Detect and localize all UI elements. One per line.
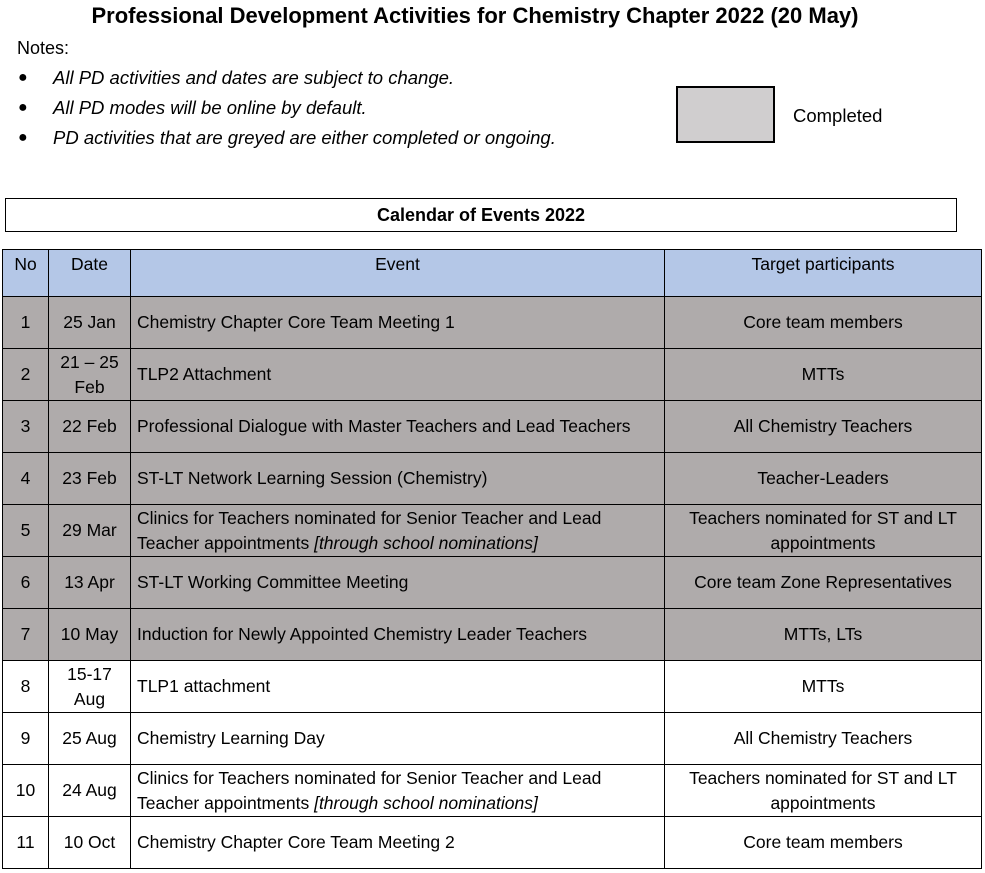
cell-date: 10 May	[49, 609, 131, 661]
events-body	[3, 297, 982, 869]
event-text: TLP2 Attachment	[137, 364, 272, 384]
cell-event	[131, 453, 665, 505]
cell-target: Core team members	[665, 297, 982, 349]
event-text: Clinics for Teachers nominated for Senior Teacher and Lead Teacher appointments	[137, 767, 602, 813]
cell-no: 8	[3, 661, 49, 713]
cell-event	[131, 557, 665, 609]
cell-date: 15-17 Aug	[49, 661, 131, 713]
calendar-title: Calendar of Events 2022	[5, 198, 957, 232]
cell-event	[131, 713, 665, 765]
note-text: PD activities that are greyed are either completed or ongoing.	[53, 127, 556, 148]
cell-target: MTTs	[665, 661, 982, 713]
event-text: Induction for Newly Appointed Chemistry Leader Teachers	[137, 624, 588, 644]
cell-no: 7	[3, 609, 49, 661]
event-text: ST-LT Network Learning Session (Chemistry)	[137, 468, 488, 488]
table-row	[3, 453, 982, 505]
cell-no: 2	[3, 349, 49, 401]
cell-target: MTTs	[665, 349, 982, 401]
table-row	[3, 661, 982, 713]
cell-no: 5	[3, 505, 49, 557]
cell-no: 1	[3, 297, 49, 349]
event-text: TLP1 attachment	[137, 676, 271, 696]
cell-no: 3	[3, 401, 49, 453]
cell-target: Teacher-Leaders	[665, 453, 982, 505]
table-row	[3, 349, 982, 401]
legend-label: Completed	[793, 105, 883, 126]
table-row	[3, 713, 982, 765]
note-text: All PD activities and dates are subject to change.	[53, 67, 455, 88]
event-text: Chemistry Chapter Core Team Meeting 2	[137, 832, 455, 852]
cell-date: 10 Oct	[49, 817, 131, 869]
cell-date: 21 – 25 Feb	[49, 349, 131, 401]
cell-event	[131, 349, 665, 401]
header-date: Date	[49, 250, 131, 297]
table-row	[3, 505, 982, 557]
cell-target: MTTs, LTs	[665, 609, 982, 661]
note-item	[17, 66, 556, 96]
notes-list	[17, 66, 556, 156]
cell-no: 4	[3, 453, 49, 505]
page-title: Professional Development Activities for Chemistry Chapter 2022 (20 May)	[91, 3, 859, 28]
cell-no: 9	[3, 713, 49, 765]
events-table	[2, 249, 982, 869]
event-text: Chemistry Learning Day	[137, 728, 325, 748]
cell-no: 6	[3, 557, 49, 609]
legend-swatch	[676, 86, 775, 143]
header-target: Target participants	[665, 250, 982, 297]
cell-no: 10	[3, 765, 49, 817]
cell-date: 29 Mar	[49, 505, 131, 557]
cell-date: 23 Feb	[49, 453, 131, 505]
header-no: No	[3, 250, 49, 297]
cell-event	[131, 609, 665, 661]
cell-date: 24 Aug	[49, 765, 131, 817]
bullet-icon: ●	[18, 69, 28, 86]
cell-event	[131, 401, 665, 453]
cell-event	[131, 765, 665, 817]
cell-target: Core team members	[665, 817, 982, 869]
note-item	[17, 96, 556, 126]
event-text: Chemistry Chapter Core Team Meeting 1	[137, 312, 455, 332]
event-text: ST-LT Working Committee Meeting	[137, 572, 409, 592]
cell-event	[131, 297, 665, 349]
note-text: All PD modes will be online by default.	[53, 97, 367, 118]
cell-no: 11	[3, 817, 49, 869]
cell-target: All Chemistry Teachers	[665, 401, 982, 453]
cell-date: 13 Apr	[49, 557, 131, 609]
table-row	[3, 765, 982, 817]
event-note: [through school nominations]	[314, 792, 538, 813]
note-item	[17, 126, 556, 156]
cell-target: Teachers nominated for ST and LT appointments	[665, 765, 982, 817]
event-text: Clinics for Teachers nominated for Senior Teacher and Lead Teacher appointments	[137, 507, 602, 553]
event-note: [through school nominations]	[314, 532, 538, 553]
cell-event	[131, 661, 665, 713]
bullet-icon: ●	[18, 99, 28, 116]
table-row	[3, 609, 982, 661]
header-event: Event	[131, 250, 665, 297]
cell-event	[131, 505, 665, 557]
cell-date: 25 Aug	[49, 713, 131, 765]
table-row	[3, 557, 982, 609]
cell-target: Core team Zone Representatives	[665, 557, 982, 609]
cell-event	[131, 817, 665, 869]
cell-target: Teachers nominated for ST and LT appointments	[665, 505, 982, 557]
cell-target: All Chemistry Teachers	[665, 713, 982, 765]
table-header-row	[3, 250, 982, 297]
notes-label: Notes:	[17, 38, 70, 58]
table-row	[3, 817, 982, 869]
event-text: Professional Dialogue with Master Teachers and Lead Teachers	[137, 416, 631, 436]
bullet-icon: ●	[18, 129, 28, 146]
cell-date: 22 Feb	[49, 401, 131, 453]
cell-date: 25 Jan	[49, 297, 131, 349]
table-row	[3, 297, 982, 349]
table-row	[3, 401, 982, 453]
